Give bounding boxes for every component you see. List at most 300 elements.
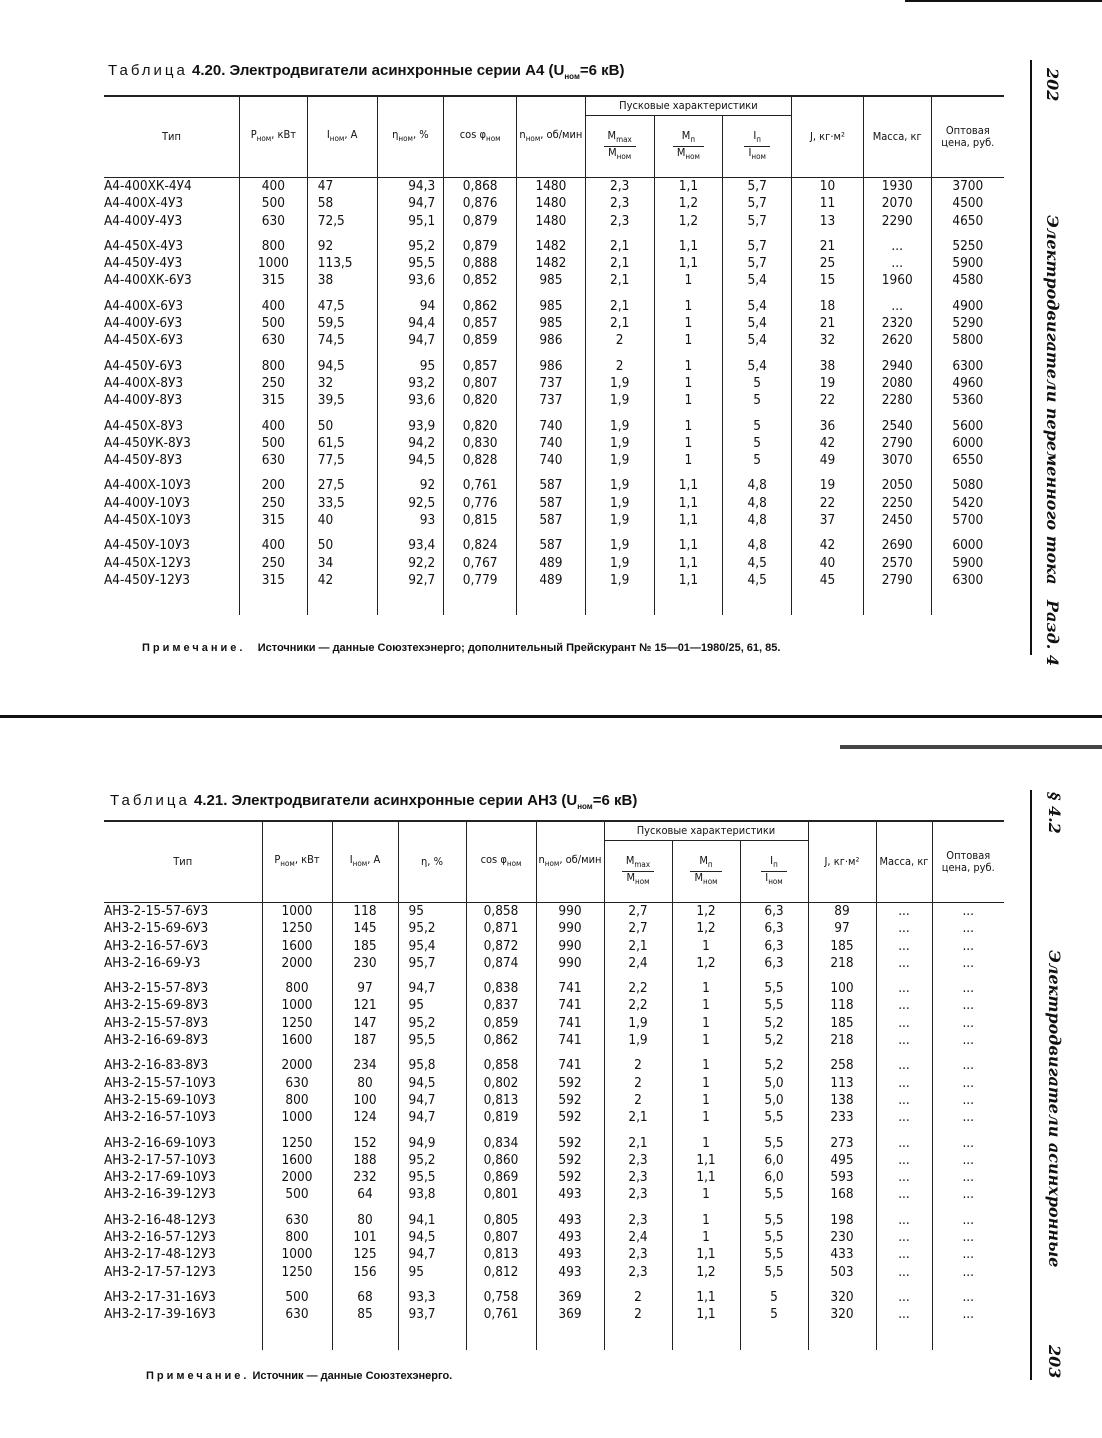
table-cell: 2250 [863, 495, 931, 512]
table-cell: 1000 [262, 1246, 332, 1263]
spacer-cell [863, 589, 931, 615]
table-cell: 2,4 [604, 955, 672, 972]
spacer-cell [377, 469, 444, 477]
header-price: Оптовая цена, руб. [931, 96, 1004, 178]
motor-type-cell: А4-450У-4У3 [104, 255, 183, 272]
table-cell: ... [932, 1015, 1004, 1032]
table-cell: 2280 [863, 392, 931, 409]
spacer-cell [307, 529, 377, 537]
motor-type-cell: АН3-2-17-48-12У3 [104, 1246, 216, 1263]
table-row [104, 1246, 1004, 1263]
table-cell: 1 [672, 938, 740, 955]
spacer-cell [654, 350, 723, 358]
table-cell: 94,5 [307, 358, 377, 375]
table-row [104, 1109, 1004, 1126]
spacer-cell [740, 1324, 808, 1350]
spacer-cell [398, 1204, 466, 1212]
table-cell: 5,5 [740, 980, 808, 997]
table-cell: 2000 [262, 1057, 332, 1074]
spacer-cell [792, 350, 864, 358]
spacer-cell [863, 410, 931, 418]
table-cell: 1000 [262, 1109, 332, 1126]
table-row [104, 1057, 1004, 1074]
table-row [104, 980, 1004, 997]
table-cell: ... [932, 1212, 1004, 1229]
table-cell: 5 [723, 392, 792, 409]
table-cell: 113 [808, 1075, 876, 1092]
table-cell: 5 [740, 1306, 808, 1323]
table-cell: 0,859 [466, 1015, 536, 1032]
table-cell: ... [932, 920, 1004, 937]
table-cell: 40 [792, 555, 864, 572]
table-cell: 400 [240, 178, 308, 196]
table-cell: 1,9 [585, 392, 654, 409]
table-4-21 [104, 820, 1004, 1350]
table-row [104, 920, 1004, 937]
table-row [104, 255, 1004, 272]
table-cell: 273 [808, 1135, 876, 1152]
table-cell: 19 [792, 375, 864, 392]
table-cell: 0,862 [444, 298, 517, 315]
table-cell: 2790 [863, 572, 931, 589]
table-cell: 89 [808, 903, 876, 921]
table-cell: 587 [517, 477, 586, 494]
header-mp-ratio: $\frac{M_п}{M_{ном}}$ [672, 841, 740, 903]
table-4-21-note [146, 1370, 452, 1382]
caption-end: =6 кВ) [592, 792, 638, 809]
table-row [104, 1212, 1004, 1229]
table-cell: ... [876, 1229, 932, 1246]
spacer-cell [332, 1049, 398, 1057]
spacer-cell [332, 1281, 398, 1289]
spacer-cell [672, 1204, 740, 1212]
spacer-cell [104, 1049, 262, 1057]
spacer-cell [444, 529, 517, 537]
table-cell: 1 [654, 375, 723, 392]
table-cell: 100 [332, 1092, 398, 1109]
table-cell: 95,2 [398, 1152, 466, 1169]
table-cell: 1,1 [672, 1289, 740, 1306]
caption-sub: ном [577, 802, 593, 811]
table-cell: 800 [240, 358, 308, 375]
table-cell: 2,3 [604, 1169, 672, 1186]
table-cell: 1,1 [654, 572, 723, 589]
spacer-cell [792, 290, 864, 298]
table-cell: ... [932, 938, 1004, 955]
table-cell: 741 [536, 997, 604, 1014]
spacer-cell [585, 290, 654, 298]
spacer-cell [931, 350, 1004, 358]
table-cell: 0,838 [466, 980, 536, 997]
table-cell: 2 [604, 1289, 672, 1306]
table-cell: 2,3 [585, 213, 654, 230]
table-cell: 6,3 [740, 903, 808, 921]
table-cell: 2,3 [604, 1212, 672, 1229]
table-cell: 0,813 [466, 1092, 536, 1109]
table-cell: 1,9 [585, 418, 654, 435]
table-row [104, 955, 1004, 972]
table-cell: 185 [808, 938, 876, 955]
table-cell: 1 [654, 452, 723, 469]
table-cell: 2080 [863, 375, 931, 392]
table-cell: 2,3 [585, 178, 654, 196]
table-row [104, 238, 1004, 255]
table-cell: 42 [307, 572, 377, 589]
spacer-cell [654, 469, 723, 477]
table-4-21-body [104, 903, 1004, 1350]
table-cell: 124 [332, 1109, 398, 1126]
table-cell: ... [876, 997, 932, 1014]
spacer-cell [876, 1204, 932, 1212]
motor-type-cell: А4-450У-10У3 [104, 537, 190, 554]
spacer-cell [723, 230, 792, 238]
spacer-cell [104, 410, 240, 418]
table-cell: 1,2 [672, 955, 740, 972]
margin-rule-bottom [1030, 790, 1032, 1380]
spacer-cell [377, 410, 444, 418]
table-cell: 2570 [863, 555, 931, 572]
table-cell: 2,3 [604, 1264, 672, 1281]
table-cell: 1,1 [672, 1246, 740, 1263]
spacer-cell [931, 230, 1004, 238]
table-cell: 2070 [863, 195, 931, 212]
spacer-cell [536, 972, 604, 980]
table-cell: 1482 [517, 238, 586, 255]
table-cell: 0,872 [466, 938, 536, 955]
spacer-cell [585, 469, 654, 477]
header-start: Пусковые характеристики [604, 821, 808, 841]
spacer-cell [604, 1324, 672, 1350]
caption-label: Таблица [108, 62, 188, 79]
motor-type-cell: А4-450Х-6У3 [104, 332, 184, 349]
group-spacer [104, 1127, 1004, 1135]
table-cell: 95,7 [398, 955, 466, 972]
table-cell: 1,9 [604, 1015, 672, 1032]
running-head-right: Электродвигатели асинхронные [1045, 950, 1064, 1268]
table-cell: 5,0 [740, 1075, 808, 1092]
table-cell: 50 [307, 537, 377, 554]
table-cell: 0,767 [444, 555, 517, 572]
table-cell: ... [932, 955, 1004, 972]
header-inom: $I_{ном}$, А [332, 821, 398, 903]
table-cell: 0,807 [444, 375, 517, 392]
table-cell: ... [876, 1109, 932, 1126]
motor-type-cell: А4-450У-12У3 [104, 571, 190, 588]
table-row [104, 1075, 1004, 1092]
table-cell: 800 [262, 1092, 332, 1109]
table-cell: ... [932, 1264, 1004, 1281]
table-cell: ... [876, 980, 932, 997]
table-cell: 4,5 [723, 572, 792, 589]
table-row [104, 1229, 1004, 1246]
table-cell: 1,1 [672, 1306, 740, 1323]
table-cell: 741 [536, 1032, 604, 1049]
table-cell: 250 [240, 555, 308, 572]
motor-type-cell: АН3-2-17-57-10У3 [104, 1151, 216, 1168]
table-cell: 4960 [931, 375, 1004, 392]
table-cell: ... [932, 1092, 1004, 1109]
table-cell: 630 [262, 1212, 332, 1229]
spacer-cell [262, 1127, 332, 1135]
table-row [104, 555, 1004, 572]
table-cell: 0,815 [444, 512, 517, 529]
header-ip-ratio: $\frac{I_п}{I_{ном}}$ [723, 116, 792, 178]
table-cell: 1 [654, 392, 723, 409]
table-cell: 986 [517, 332, 586, 349]
table-cell: 1600 [262, 938, 332, 955]
table-cell: 2,3 [604, 1152, 672, 1169]
table-cell: 185 [332, 938, 398, 955]
spacer-cell [398, 1049, 466, 1057]
table-row [104, 1264, 1004, 1281]
header-j: J, кг·м² [808, 821, 876, 903]
table-cell: 0,776 [444, 495, 517, 512]
table-cell: 5900 [931, 555, 1004, 572]
spacer-cell [444, 410, 517, 418]
table-cell: 0,830 [444, 435, 517, 452]
table-cell: 93,3 [398, 1289, 466, 1306]
table-cell: 10 [792, 178, 864, 196]
motor-type-cell: А4-400У-8У3 [104, 392, 183, 409]
table-cell: 0,860 [466, 1152, 536, 1169]
spacer-cell [604, 1204, 672, 1212]
table-cell: 1 [654, 315, 723, 332]
table-cell: 32 [307, 375, 377, 392]
spacer-cell [740, 1049, 808, 1057]
spacer-cell [466, 1049, 536, 1057]
table-cell: 5,7 [723, 178, 792, 196]
table-row [104, 997, 1004, 1014]
spacer-cell [792, 529, 864, 537]
table-cell: 234 [332, 1057, 398, 1074]
header-price: Оптовая цена, руб. [932, 821, 1004, 903]
table-cell: 2,1 [585, 272, 654, 289]
table-cell: 587 [517, 495, 586, 512]
spacer-cell [932, 1281, 1004, 1289]
table-cell: 433 [808, 1246, 876, 1263]
table-cell: 95,5 [398, 1032, 466, 1049]
spacer-cell [398, 1324, 466, 1350]
table-cell: 49 [792, 452, 864, 469]
table-cell: 94,7 [377, 195, 444, 212]
table-cell: 493 [536, 1246, 604, 1263]
table-cell: 6,3 [740, 920, 808, 937]
table-row [104, 903, 1004, 921]
table-cell: 630 [240, 332, 308, 349]
table-cell: 1 [654, 418, 723, 435]
spacer-cell [517, 529, 586, 537]
table-cell: 5,5 [740, 1186, 808, 1203]
table-4-20-note [142, 642, 780, 654]
table-4-20-header [104, 96, 1004, 178]
table-cell: 1480 [517, 195, 586, 212]
table-cell: 1,2 [654, 213, 723, 230]
table-cell: 0,820 [444, 418, 517, 435]
spacer-cell [398, 1127, 466, 1135]
spacer-cell [792, 230, 864, 238]
spacer-cell [262, 1204, 332, 1212]
table-cell: 95,1 [377, 213, 444, 230]
spacer-cell [240, 529, 308, 537]
table-cell: 5 [723, 435, 792, 452]
table-cell: 118 [332, 903, 398, 921]
table-cell: 95,5 [398, 1169, 466, 1186]
spacer-cell [672, 1324, 740, 1350]
table-cell: 4,8 [723, 512, 792, 529]
table-cell: 2,3 [585, 195, 654, 212]
spacer-cell [931, 469, 1004, 477]
table-cell: 500 [240, 435, 308, 452]
table-cell: 400 [240, 298, 308, 315]
table-cell: 592 [536, 1075, 604, 1092]
spacer-cell [585, 350, 654, 358]
table-cell: 1480 [517, 213, 586, 230]
spacer-cell [104, 350, 240, 358]
table-end-spacer [104, 589, 1004, 615]
table-cell: 400 [240, 537, 308, 554]
header-mass: Масса, кг [863, 96, 931, 178]
table-cell: 0,758 [466, 1289, 536, 1306]
table-cell: ... [932, 1229, 1004, 1246]
header-ip-ratio: $\frac{I_п}{I_{ном}}$ [740, 841, 808, 903]
spacer-cell [444, 350, 517, 358]
table-cell: 1,2 [654, 195, 723, 212]
table-cell: 315 [240, 512, 308, 529]
table-cell: 2 [585, 332, 654, 349]
table-cell: 990 [536, 938, 604, 955]
header-nnom: $n_{ном}$, об/мин [536, 821, 604, 903]
table-cell: ... [932, 980, 1004, 997]
table-cell: 0,862 [466, 1032, 536, 1049]
table-cell: 0,779 [444, 572, 517, 589]
table-cell: 5,7 [723, 238, 792, 255]
table-cell: 4,8 [723, 477, 792, 494]
table-cell: 92,2 [377, 555, 444, 572]
spacer-cell [654, 230, 723, 238]
table-cell: 320 [808, 1306, 876, 1323]
section-left: Разд. 4 [1043, 600, 1062, 667]
table-cell: 168 [808, 1186, 876, 1203]
table-cell: 94,9 [398, 1135, 466, 1152]
table-cell: 94,7 [398, 1246, 466, 1263]
table-cell: 42 [792, 435, 864, 452]
table-cell: 2940 [863, 358, 931, 375]
table-cell: 1600 [262, 1032, 332, 1049]
table-cell: ... [932, 1246, 1004, 1263]
motor-type-cell: АН3-2-16-39-12У3 [104, 1186, 216, 1203]
table-cell: ... [876, 1092, 932, 1109]
table-cell: 185 [808, 1015, 876, 1032]
table-cell: 800 [240, 238, 308, 255]
spacer-cell [808, 1204, 876, 1212]
table-cell: 2 [585, 358, 654, 375]
table-cell: 4900 [931, 298, 1004, 315]
table-cell: 5,4 [723, 358, 792, 375]
table-cell: 6000 [931, 537, 1004, 554]
table-cell: 92,5 [377, 495, 444, 512]
table-cell: 489 [517, 555, 586, 572]
table-cell: 100 [808, 980, 876, 997]
table-cell: 0,852 [444, 272, 517, 289]
table-cell: 47 [307, 178, 377, 196]
motor-type-cell: А4-450Х-8У3 [104, 417, 184, 434]
table-row [104, 358, 1004, 375]
table-cell: 6300 [931, 358, 1004, 375]
table-cell: 1,1 [654, 555, 723, 572]
spacer-cell [585, 410, 654, 418]
spacer-cell [931, 290, 1004, 298]
table-cell: 990 [536, 903, 604, 921]
caption-sub: ном [564, 72, 580, 81]
table-cell: 95 [398, 997, 466, 1014]
table-cell: 64 [332, 1186, 398, 1203]
table-cell: 21 [792, 238, 864, 255]
table-cell: 5 [723, 375, 792, 392]
table-cell: 1,2 [672, 903, 740, 921]
spacer-cell [808, 1324, 876, 1350]
spacer-cell [792, 469, 864, 477]
table-cell: 1 [672, 1057, 740, 1074]
caption-text: 4.20. Электродвигатели асинхронные серии А4 (U [192, 62, 565, 79]
table-cell: 2,1 [585, 238, 654, 255]
spacer-cell [808, 1281, 876, 1289]
table-cell: 985 [517, 298, 586, 315]
table-cell: ... [876, 1169, 932, 1186]
spacer-cell [444, 589, 517, 615]
spacer-cell [792, 410, 864, 418]
table-cell: 95,2 [398, 1015, 466, 1032]
table-cell: 5600 [931, 418, 1004, 435]
table-cell: 94,3 [377, 178, 444, 196]
group-spacer [104, 972, 1004, 980]
table-cell: 93,7 [398, 1306, 466, 1323]
table-cell: 93,2 [377, 375, 444, 392]
table-cell: ... [863, 298, 931, 315]
table-cell: 80 [332, 1212, 398, 1229]
table-cell: ... [876, 1289, 932, 1306]
motor-type-cell: АН3-2-15-69-8У3 [104, 997, 209, 1014]
spacer-cell [517, 350, 586, 358]
table-cell: 0,871 [466, 920, 536, 937]
table-cell: 0,761 [444, 477, 517, 494]
table-cell: 95,8 [398, 1057, 466, 1074]
table-cell: 6,3 [740, 955, 808, 972]
table-row [104, 195, 1004, 212]
table-cell: 5360 [931, 392, 1004, 409]
spacer-cell [444, 230, 517, 238]
spacer-cell [104, 1204, 262, 1212]
table-cell: ... [932, 1186, 1004, 1203]
motor-type-cell: АН3-2-17-39-16У3 [104, 1306, 216, 1323]
table-cell: 95,2 [377, 238, 444, 255]
spacer-cell [104, 529, 240, 537]
table-cell: 198 [808, 1212, 876, 1229]
table-cell: 2450 [863, 512, 931, 529]
table-cell: 95,5 [377, 255, 444, 272]
table-cell: 6,0 [740, 1169, 808, 1186]
table-cell: 145 [332, 920, 398, 937]
motor-type-cell: А4-450Х-12У3 [104, 554, 191, 571]
table-cell: 2,4 [604, 1229, 672, 1246]
table-cell: 5,4 [723, 315, 792, 332]
table-cell: 5,7 [723, 195, 792, 212]
table-cell: 121 [332, 997, 398, 1014]
table-cell: 0,869 [466, 1169, 536, 1186]
motor-type-cell: А4-450УК-8У3 [104, 434, 191, 451]
table-cell: 0,868 [444, 178, 517, 196]
table-cell: 250 [240, 495, 308, 512]
table-cell: 2620 [863, 332, 931, 349]
